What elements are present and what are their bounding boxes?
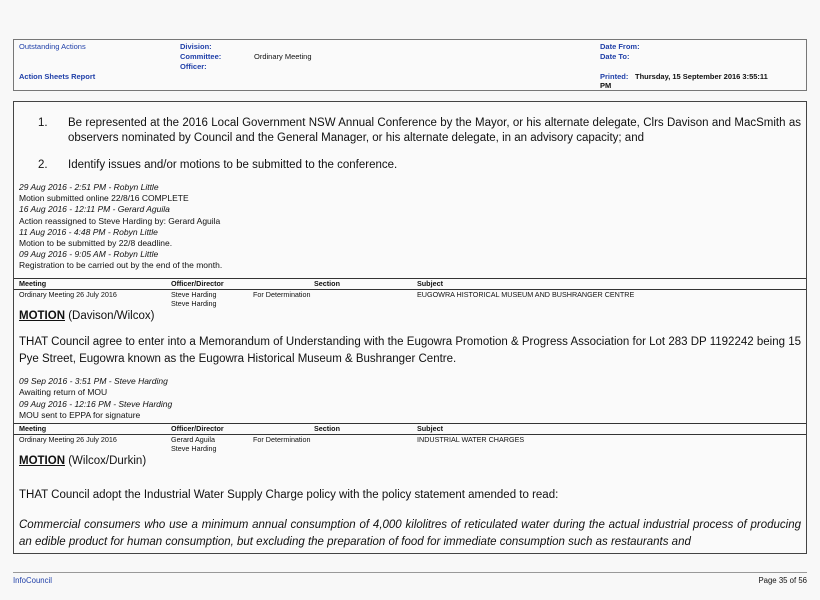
list-item-text: Identify issues and/or motions to be submitted to the conference.: [68, 159, 398, 171]
officer-label: Officer:: [180, 62, 207, 71]
section-cell: For Determination: [253, 290, 311, 299]
policy-statement: Commercial consumers who use a minimum annual consumption of 4,000 kilolitres of reticulated water during the actual industrial process of producing an edible product for human consumption, but excluding the preparation of food for immediate consumption such as restaurants and: [19, 519, 801, 548]
note-entry: Registration to be carried out by the end of the month.: [19, 260, 223, 270]
action-table-header: [14, 278, 806, 290]
action-table-header: [14, 423, 806, 435]
motion-label: MOTION: [19, 455, 65, 467]
note-entry: Awaiting return of MOU: [19, 387, 108, 397]
note-entry: Motion submitted online 22/8/16 COMPLETE: [19, 193, 189, 203]
col-officer: Officer/Director: [171, 279, 224, 288]
division-label: Division:: [180, 42, 212, 51]
subject-cell: EUGOWRA HISTORICAL MUSEUM AND BUSHRANGER CENTRE: [417, 290, 635, 299]
note-entry: 16 Aug 2016 - 12:11 PM - Gerard Aguila: [19, 204, 170, 214]
date-from-label: Date From:: [600, 42, 640, 51]
officer-cell: Gerard Aguila: [171, 435, 215, 444]
col-meeting: Meeting: [19, 424, 47, 433]
motion-heading: [19, 454, 146, 469]
motion-heading: [19, 309, 154, 324]
report-name: Action Sheets Report: [19, 72, 96, 81]
resolution-text: THAT Council adopt the Industrial Water Supply Charge policy with the policy statement amended to read:: [19, 489, 559, 501]
section-cell: For Determination: [253, 435, 311, 444]
report-type: Outstanding Actions: [19, 42, 86, 51]
director-cell: Steve Harding: [171, 299, 217, 308]
printed-label: Printed:: [600, 72, 629, 81]
note-entry: MOU sent to EPPA for signature: [19, 410, 141, 420]
note-entry: 11 Aug 2016 - 4:48 PM - Robyn Little: [19, 227, 158, 237]
col-subject: Subject: [417, 424, 443, 433]
page-number: Page 35 of 56: [758, 576, 807, 585]
col-officer: Officer/Director: [171, 424, 224, 433]
action-sheet-body: [13, 101, 807, 554]
printed-value: Thursday, 15 September 2016 3:55:11: [635, 72, 768, 81]
officer-cell: Steve Harding: [171, 290, 217, 299]
meeting-cell: Ordinary Meeting 26 July 2016: [19, 435, 117, 444]
report-header: [13, 39, 807, 91]
resolution-text: THAT Council agree to enter into a Memorandum of Understanding with the Eugowra Promotion & Progress Association for Lot 283 DP 1192242 being 15 Pye Street, Eugowra known as the Eugowra Historical Museum & Bushranger Centre.: [19, 336, 801, 365]
table-row: [14, 290, 806, 310]
col-subject: Subject: [417, 279, 443, 288]
note-entry: 29 Aug 2016 - 2:51 PM - Robyn Little: [19, 182, 159, 192]
date-to-label: Date To:: [600, 52, 630, 61]
director-cell: Steve Harding: [171, 444, 217, 453]
note-entry: Action reassigned to Steve Harding by: Gerard Aguila: [19, 216, 221, 226]
list-item-number: 1.: [38, 117, 48, 129]
motion-movers: (Davison/Wilcox): [68, 310, 155, 322]
col-meeting: Meeting: [19, 279, 47, 288]
committee-label: Committee:: [180, 52, 222, 61]
note-entry: 09 Aug 2016 - 12:16 PM - Steve Harding: [19, 399, 173, 409]
col-section: Section: [314, 279, 340, 288]
meeting-cell: Ordinary Meeting 26 July 2016: [19, 290, 117, 299]
col-section: Section: [314, 424, 340, 433]
note-entry: 09 Sep 2016 - 3:51 PM - Steve Harding: [19, 376, 168, 386]
printed-pm: PM: [600, 81, 612, 90]
note-entry: Motion to be submitted by 22/8 deadline.: [19, 238, 173, 248]
subject-cell: INDUSTRIAL WATER CHARGES: [417, 435, 525, 444]
note-entry: 09 Aug 2016 - 9:05 AM - Robyn Little: [19, 249, 159, 259]
list-item-number: 2.: [38, 159, 48, 171]
list-item-text: Be represented at the 2016 Local Government NSW Annual Conference by the Mayor, or his alternate delegate, Clrs Davison and MacSmith as observers nominated by Council and the General Manager, or his alternate delegate, in an advisory capacity; and: [68, 117, 801, 144]
footer-brand: InfoCouncil: [13, 576, 53, 585]
table-row: [14, 435, 806, 455]
committee-value: Ordinary Meeting: [254, 52, 312, 61]
motion-movers: (Wilcox/Durkin): [68, 455, 147, 467]
footer-rule: [13, 572, 807, 573]
motion-label: MOTION: [19, 310, 65, 322]
